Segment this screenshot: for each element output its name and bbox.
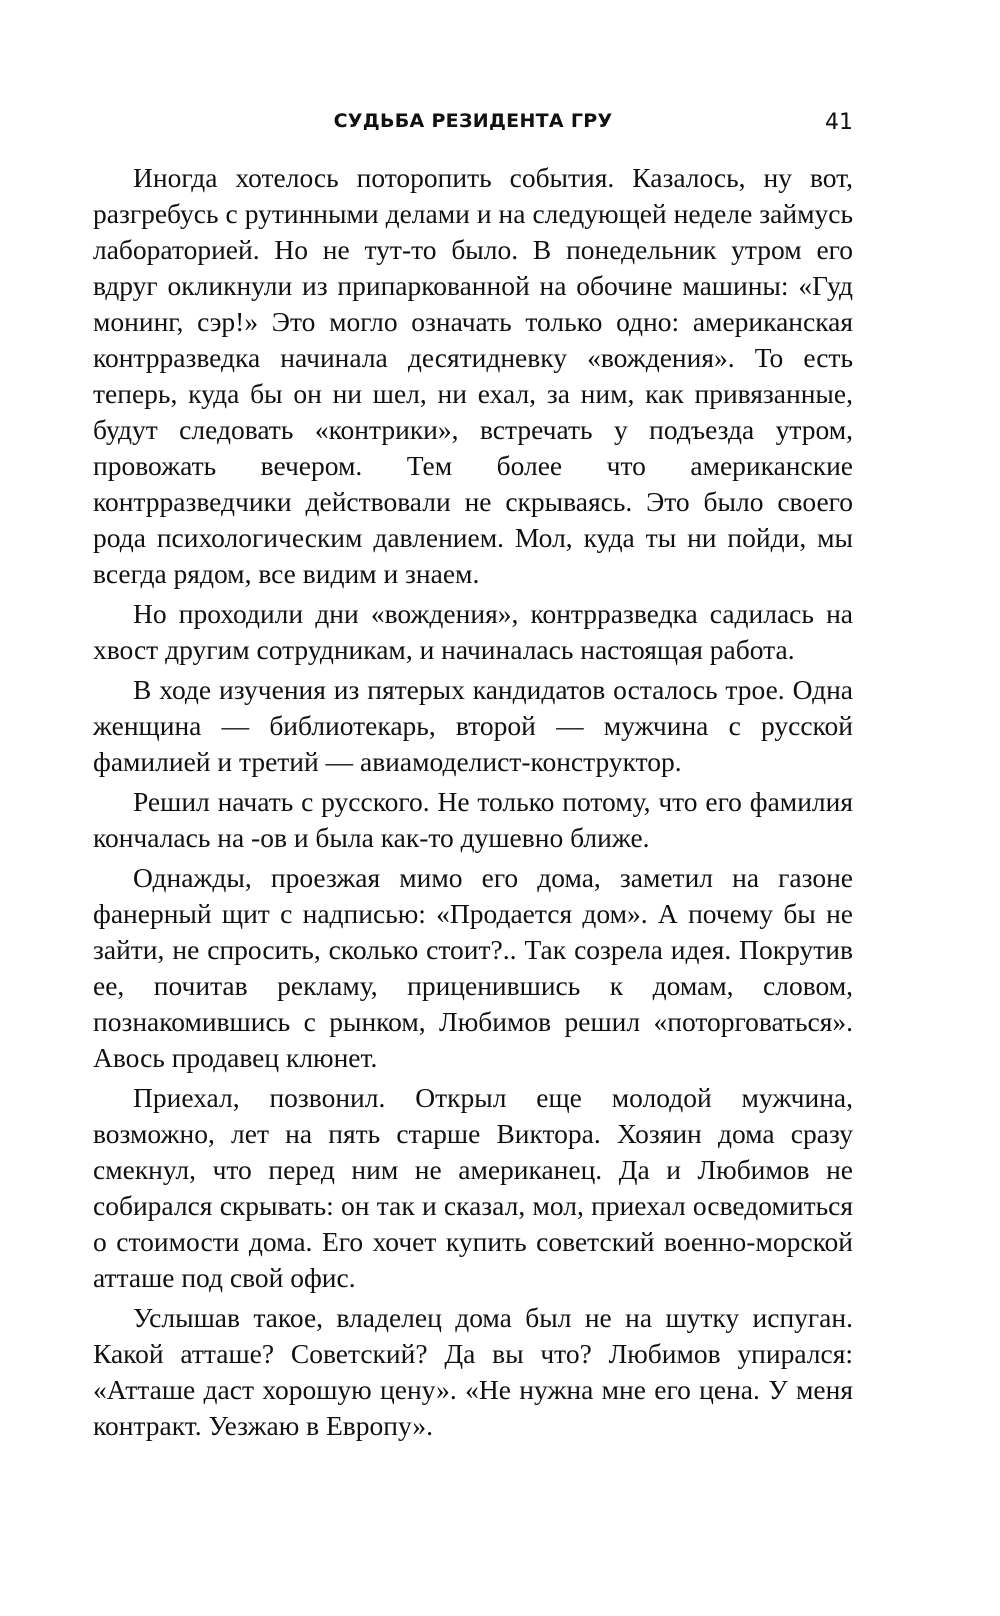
paragraph: Решил начать с русского. Не только потому, что его фамилия кончалась на -ов и была как-то душевно ближе. bbox=[93, 786, 853, 853]
paragraph: Услышав такое, владелец дома был не на шутку испуган. Какой атташе? Советский? Да вы что? Любимов упирался: «Атташе даст хорошую цену». «Не нужна мне его цена. У меня контракт. Уезжаю в Европу». bbox=[93, 1302, 853, 1441]
text-body bbox=[93, 160, 853, 1448]
page-number: 41 bbox=[825, 110, 853, 135]
paragraph: Но проходили дни «вождения», контрразведка садилась на хвост другим сотрудникам, и начиналась настоящая работа. bbox=[93, 598, 853, 665]
paragraph: Однажды, проезжая мимо его дома, заметил на газоне фанерный щит с надписью: «Продается дом». А почему бы не зайти, не спросить, сколько стоит?.. Так созрела идея. Покрутив ее, почитав рекламу, приценившись к домам, словом, познакомившись с рынком, Любимов решил «поторговаться». Авось продавец клюнет. bbox=[93, 862, 853, 1073]
paragraph: В ходе изучения из пятерых кандидатов осталось трое. Одна женщина — библиотекарь, второй — мужчина с русской фамилией и третий — авиамоделист-конструктор. bbox=[93, 674, 853, 777]
running-head bbox=[93, 110, 853, 140]
paragraph: Иногда хотелось поторопить события. Казалось, ну вот, разгребусь с рутинными делами и на следующей неделе займусь лабораторией. Но не тут-то было. В понедельник утром его вдруг окликнули из припаркованной на обочине машины: «Гуд монинг, сэр!» Это могло означать только одно: американская контрразведка начинала десятидневку «вождения». То есть теперь, куда бы он ни шел, ни ехал, за ним, как привязанные, будут следовать «контрики», встречать у подъезда утром, провожать вечером. Тем более что американские контрразведчики действовали не скрываясь. Это было своего рода психологическим давлением. Мол, куда ты ни пойди, мы всегда рядом, все видим и знаем. bbox=[93, 162, 853, 589]
paragraph: Приехал, позвонил. Открыл еще молодой мужчина, возможно, лет на пять старше Виктора. Хозяин дома сразу смекнул, что перед ним не американец. Да и Любимов не собирался скрывать: он так и сказал, мол, приехал осведомиться о стоимости дома. Его хочет купить советский военно-морской атташе под свой офис. bbox=[93, 1082, 853, 1293]
running-title: СУДЬБА РЕЗИДЕНТА ГРУ bbox=[333, 110, 613, 132]
